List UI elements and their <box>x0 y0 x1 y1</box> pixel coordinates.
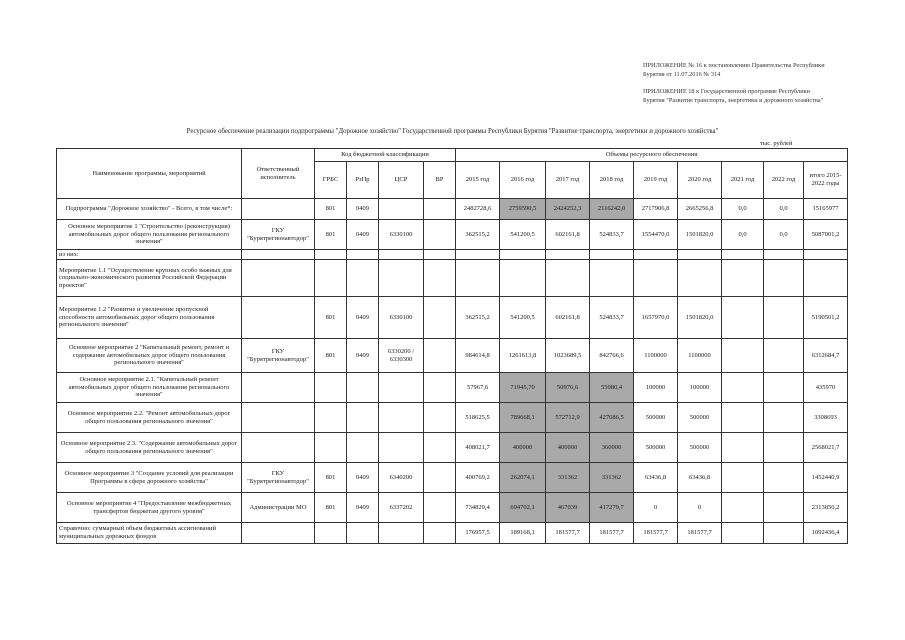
row-total-cell: 435970 <box>804 373 848 403</box>
appendix-header-1 <box>643 62 825 79</box>
row-grbs-cell <box>315 403 347 433</box>
row-value-cell: 262074,1 <box>500 463 546 493</box>
header-code: ГРБС <box>315 162 347 199</box>
row-name-cell: из них: <box>57 250 242 260</box>
row-csr-cell: 6330200 / 6330300 <box>379 339 424 373</box>
row-name-cell: Основное мероприятие 2.2. "Ремонт автомобильных дорог общего пользования регионального значения" <box>57 403 242 433</box>
row-executor-cell <box>242 199 315 220</box>
row-vr-cell <box>424 433 456 463</box>
row-vr-cell <box>424 523 456 544</box>
row-csr-cell: 6330100 <box>379 297 424 339</box>
header-executor: Ответственный исполнитель <box>242 149 315 199</box>
row-grbs-cell <box>315 433 347 463</box>
row-value-cell: 0,0 <box>722 199 764 220</box>
row-value-cell: 2759590,5 <box>500 199 546 220</box>
row-value-cell <box>456 260 500 297</box>
row-grbs-cell: 801 <box>315 463 347 493</box>
row-executor-cell <box>242 523 315 544</box>
header-year: 2015 год <box>456 162 500 199</box>
header-year: 2016 год <box>500 162 546 199</box>
row-value-cell: 2424252,3 <box>546 199 590 220</box>
table-row <box>57 260 848 297</box>
row-name-cell: Основное мероприятие 3 "Создание условий для реализации Программы в сфере дорожного хозяйства" <box>57 463 242 493</box>
row-executor-cell <box>242 373 315 403</box>
row-rzpr-cell <box>347 433 379 463</box>
row-value-cell: 602161,8 <box>546 220 590 250</box>
header-year: 2022 год <box>764 162 804 199</box>
header-code: РзПр <box>347 162 379 199</box>
row-vr-cell <box>424 403 456 433</box>
row-csr-cell <box>379 403 424 433</box>
row-grbs-cell: 801 <box>315 220 347 250</box>
appendix-header-2 <box>643 88 823 105</box>
units-label: тыс. рублей <box>760 140 793 147</box>
row-value-cell <box>546 250 590 260</box>
row-value-cell: 0 <box>678 493 722 523</box>
row-value-cell: 50976,6 <box>546 373 590 403</box>
row-total-cell: 6312684,7 <box>804 339 848 373</box>
row-value-cell <box>764 250 804 260</box>
row-value-cell: 331362 <box>546 463 590 493</box>
header-name: Наименование программы, мероприятий <box>57 149 242 199</box>
row-grbs-cell <box>315 523 347 544</box>
row-value-cell: 100000 <box>634 373 678 403</box>
row-vr-cell <box>424 339 456 373</box>
header-code: ВР <box>424 162 456 199</box>
row-vr-cell <box>424 463 456 493</box>
row-grbs-cell <box>315 260 347 297</box>
row-grbs-cell: 801 <box>315 493 347 523</box>
row-value-cell: 2482728,6 <box>456 199 500 220</box>
row-vr-cell <box>424 297 456 339</box>
row-value-cell: 0,0 <box>764 220 804 250</box>
row-value-cell: 2116242,0 <box>590 199 634 220</box>
row-value-cell <box>500 260 546 297</box>
row-rzpr-cell: 0409 <box>347 339 379 373</box>
row-csr-cell <box>379 433 424 463</box>
row-value-cell: 789668,1 <box>500 403 546 433</box>
row-value-cell: 400000 <box>500 433 546 463</box>
row-vr-cell <box>424 220 456 250</box>
row-total-cell: 2313850,2 <box>804 493 848 523</box>
row-total-cell: 1092436,4 <box>804 523 848 544</box>
appendix-line-2: Бурятия от 11.07.2016 № 314 <box>643 70 721 78</box>
table-body <box>57 199 848 544</box>
row-name-cell: Основное мероприятие 2 "Капитальный ремонт, ремонт и содержание автомобильных дорог общего пользования регионального значения" <box>57 339 242 373</box>
resource-table <box>56 148 848 544</box>
row-value-cell <box>722 250 764 260</box>
row-value-cell: 734829,4 <box>456 493 500 523</box>
header-year: 2017 год <box>546 162 590 199</box>
row-value-cell <box>678 260 722 297</box>
row-rzpr-cell: 0409 <box>347 220 379 250</box>
appendix-line-4: Бурятия "Развитие транспорта, энергетики и дорожного хозяйства" <box>643 96 824 104</box>
row-total-cell <box>804 250 848 260</box>
row-value-cell: 1554470,0 <box>634 220 678 250</box>
row-value-cell <box>764 463 804 493</box>
row-value-cell: 1100000 <box>634 339 678 373</box>
row-value-cell: 500000 <box>678 433 722 463</box>
row-value-cell: 362515,2 <box>456 297 500 339</box>
row-value-cell: 1023689,5 <box>546 339 590 373</box>
appendix-line-3: ПРИЛОЖЕНИЕ 18 к Государственной программе Республики <box>643 88 810 95</box>
row-value-cell <box>722 493 764 523</box>
row-value-cell: 63436,8 <box>678 463 722 493</box>
row-value-cell <box>722 403 764 433</box>
row-executor-cell: ГКУ "Бурятрегионавтодор" <box>242 463 315 493</box>
row-value-cell: 524833,7 <box>590 220 634 250</box>
table-row <box>57 297 848 339</box>
row-value-cell: 360000 <box>590 433 634 463</box>
row-value-cell: 100000 <box>678 373 722 403</box>
row-value-cell <box>764 523 804 544</box>
row-value-cell <box>722 260 764 297</box>
table-row <box>57 199 848 220</box>
row-total-cell: 3308693 <box>804 403 848 433</box>
row-grbs-cell: 801 <box>315 339 347 373</box>
table-head <box>57 149 848 199</box>
row-value-cell: 1501820,0 <box>678 297 722 339</box>
row-value-cell: 57967,6 <box>456 373 500 403</box>
row-value-cell <box>634 260 678 297</box>
row-value-cell: 1261613,8 <box>500 339 546 373</box>
row-value-cell: 1501820,0 <box>678 220 722 250</box>
header-resources: Объемы ресурсного обеспечения <box>456 149 848 162</box>
row-rzpr-cell <box>347 523 379 544</box>
row-value-cell: 189168,1 <box>500 523 546 544</box>
row-executor-cell <box>242 260 315 297</box>
row-value-cell: 1100000 <box>678 339 722 373</box>
row-csr-cell: 6330100 <box>379 220 424 250</box>
row-value-cell: 602161,8 <box>546 297 590 339</box>
table-row <box>57 220 848 250</box>
row-value-cell: 71945,70 <box>500 373 546 403</box>
table-row <box>57 523 848 544</box>
row-value-cell <box>546 260 590 297</box>
row-total-cell: 2568021,7 <box>804 433 848 463</box>
row-value-cell: 362515,2 <box>456 220 500 250</box>
row-rzpr-cell <box>347 403 379 433</box>
row-value-cell <box>764 297 804 339</box>
row-value-cell: 2717906,8 <box>634 199 678 220</box>
row-value-cell <box>764 373 804 403</box>
row-value-cell <box>722 297 764 339</box>
row-value-cell: 331362 <box>590 463 634 493</box>
row-value-cell: 0,0 <box>764 199 804 220</box>
row-value-cell <box>678 250 722 260</box>
row-name-cell: Основное мероприятие 1 "Строительство (реконструкция) автомобильных дорог общего пользования регионального значения" <box>57 220 242 250</box>
row-value-cell: 400000 <box>546 433 590 463</box>
row-value-cell: 694702,1 <box>500 493 546 523</box>
row-executor-cell: ГКУ "Бурятрегионавтодор" <box>242 339 315 373</box>
row-csr-cell <box>379 523 424 544</box>
row-value-cell <box>456 250 500 260</box>
row-name-cell: Мероприятие 1.2 "Развитие и увеличение пропускной способности автомобильных дорог общего пользования регионального значения" <box>57 297 242 339</box>
header-year: 2021 год <box>722 162 764 199</box>
row-csr-cell: 6337202 <box>379 493 424 523</box>
row-executor-cell <box>242 433 315 463</box>
header-year: 2020 год <box>678 162 722 199</box>
row-rzpr-cell <box>347 373 379 403</box>
row-name-cell: Основное мероприятие 2.1. "Капитальный ремонт автомобильных дорог общего пользования регионального значения" <box>57 373 242 403</box>
row-vr-cell <box>424 373 456 403</box>
row-value-cell: 181577,7 <box>634 523 678 544</box>
row-csr-cell: 6340200 <box>379 463 424 493</box>
row-value-cell <box>634 250 678 260</box>
row-value-cell <box>722 433 764 463</box>
row-value-cell: 176957,5 <box>456 523 500 544</box>
row-value-cell: 417279,7 <box>590 493 634 523</box>
row-total-cell: 5190501,2 <box>804 297 848 339</box>
header-budget-classification: Код бюджетной классификации <box>315 149 456 162</box>
row-value-cell: 467039 <box>546 493 590 523</box>
row-rzpr-cell <box>347 260 379 297</box>
row-value-cell: 1657970,0 <box>634 297 678 339</box>
row-value-cell: 2665256,8 <box>678 199 722 220</box>
row-value-cell: 55080,4 <box>590 373 634 403</box>
header-year: 2018 год <box>590 162 634 199</box>
row-value-cell: 541200,5 <box>500 220 546 250</box>
table-row <box>57 339 848 373</box>
row-value-cell <box>500 250 546 260</box>
row-value-cell: 181577,7 <box>590 523 634 544</box>
row-executor-cell <box>242 297 315 339</box>
row-executor-cell <box>242 403 315 433</box>
row-name-cell: Основное мероприятие 2.3. "Содержание автомобильных дорог общего пользования регионального значения" <box>57 433 242 463</box>
row-executor-cell: Администрации МО <box>242 493 315 523</box>
row-csr-cell <box>379 373 424 403</box>
row-value-cell: 408021,7 <box>456 433 500 463</box>
header-code: ЦСР <box>379 162 424 199</box>
row-vr-cell <box>424 260 456 297</box>
row-value-cell: 500000 <box>634 433 678 463</box>
table-row <box>57 493 848 523</box>
row-total-cell: 1452440,9 <box>804 463 848 493</box>
row-value-cell <box>722 339 764 373</box>
table-row <box>57 403 848 433</box>
row-rzpr-cell <box>347 250 379 260</box>
row-value-cell: 181577,7 <box>678 523 722 544</box>
row-value-cell <box>722 373 764 403</box>
row-vr-cell <box>424 199 456 220</box>
row-vr-cell <box>424 493 456 523</box>
row-rzpr-cell: 0409 <box>347 297 379 339</box>
row-name-cell: Справочно: суммарный объем бюджетных ассигнований муниципальных дорожных фондов <box>57 523 242 544</box>
row-csr-cell <box>379 199 424 220</box>
row-rzpr-cell: 0409 <box>347 493 379 523</box>
table-row <box>57 463 848 493</box>
row-value-cell <box>764 260 804 297</box>
row-value-cell <box>590 260 634 297</box>
row-value-cell: 500000 <box>678 403 722 433</box>
row-value-cell: 181577,7 <box>546 523 590 544</box>
row-value-cell: 984614,8 <box>456 339 500 373</box>
row-value-cell: 400769,2 <box>456 463 500 493</box>
row-grbs-cell: 801 <box>315 199 347 220</box>
table-row <box>57 433 848 463</box>
header-year: 2019 год <box>634 162 678 199</box>
row-value-cell: 524833,7 <box>590 297 634 339</box>
row-total-cell: 5087001,2 <box>804 220 848 250</box>
table-row <box>57 250 848 260</box>
row-name-cell: Подпрограмма "Дорожное хозяйство" - Всего, в том числе*: <box>57 199 242 220</box>
row-value-cell: 572712,9 <box>546 403 590 433</box>
row-csr-cell <box>379 260 424 297</box>
header-year-total: итого 2015-2022 годы <box>804 162 848 199</box>
row-grbs-cell: 801 <box>315 297 347 339</box>
row-name-cell: Основное мероприятие 4 "Предоставление межбюджетных трансфертов бюджетам другого уровня" <box>57 493 242 523</box>
table-row <box>57 373 848 403</box>
row-total-cell <box>804 260 848 297</box>
row-grbs-cell <box>315 373 347 403</box>
row-value-cell <box>590 250 634 260</box>
row-value-cell <box>764 339 804 373</box>
row-value-cell <box>764 493 804 523</box>
row-vr-cell <box>424 250 456 260</box>
row-executor-cell: ГКУ "Бурятрегионавтодор" <box>242 220 315 250</box>
row-value-cell: 427686,5 <box>590 403 634 433</box>
row-executor-cell <box>242 250 315 260</box>
row-total-cell: 15165977 <box>804 199 848 220</box>
row-value-cell: 0 <box>634 493 678 523</box>
appendix-line-1: ПРИЛОЖЕНИЕ № 16 к постановлению Правительства Республики <box>643 62 825 69</box>
document-title: Ресурсное обеспечение реализации подпрограммы "Дорожное хозяйство" Государственной программы Республики Бурятия "Развитие транспорта, энергетики и дорожного хозяйства" <box>186 128 719 135</box>
row-value-cell <box>722 523 764 544</box>
row-value-cell <box>764 403 804 433</box>
row-value-cell: 63436,8 <box>634 463 678 493</box>
row-value-cell: 0,0 <box>722 220 764 250</box>
row-rzpr-cell: 0409 <box>347 463 379 493</box>
row-value-cell: 541200,5 <box>500 297 546 339</box>
row-name-cell: Мероприятие 1.1 "Осуществление крупных особо важных для социально-экономического развития Российской Федерации проектов" <box>57 260 242 297</box>
row-value-cell: 500000 <box>634 403 678 433</box>
row-rzpr-cell: 0409 <box>347 199 379 220</box>
row-value-cell <box>764 433 804 463</box>
row-grbs-cell <box>315 250 347 260</box>
row-csr-cell <box>379 250 424 260</box>
row-value-cell <box>722 463 764 493</box>
row-value-cell: 842766,6 <box>590 339 634 373</box>
row-value-cell: 518625,5 <box>456 403 500 433</box>
